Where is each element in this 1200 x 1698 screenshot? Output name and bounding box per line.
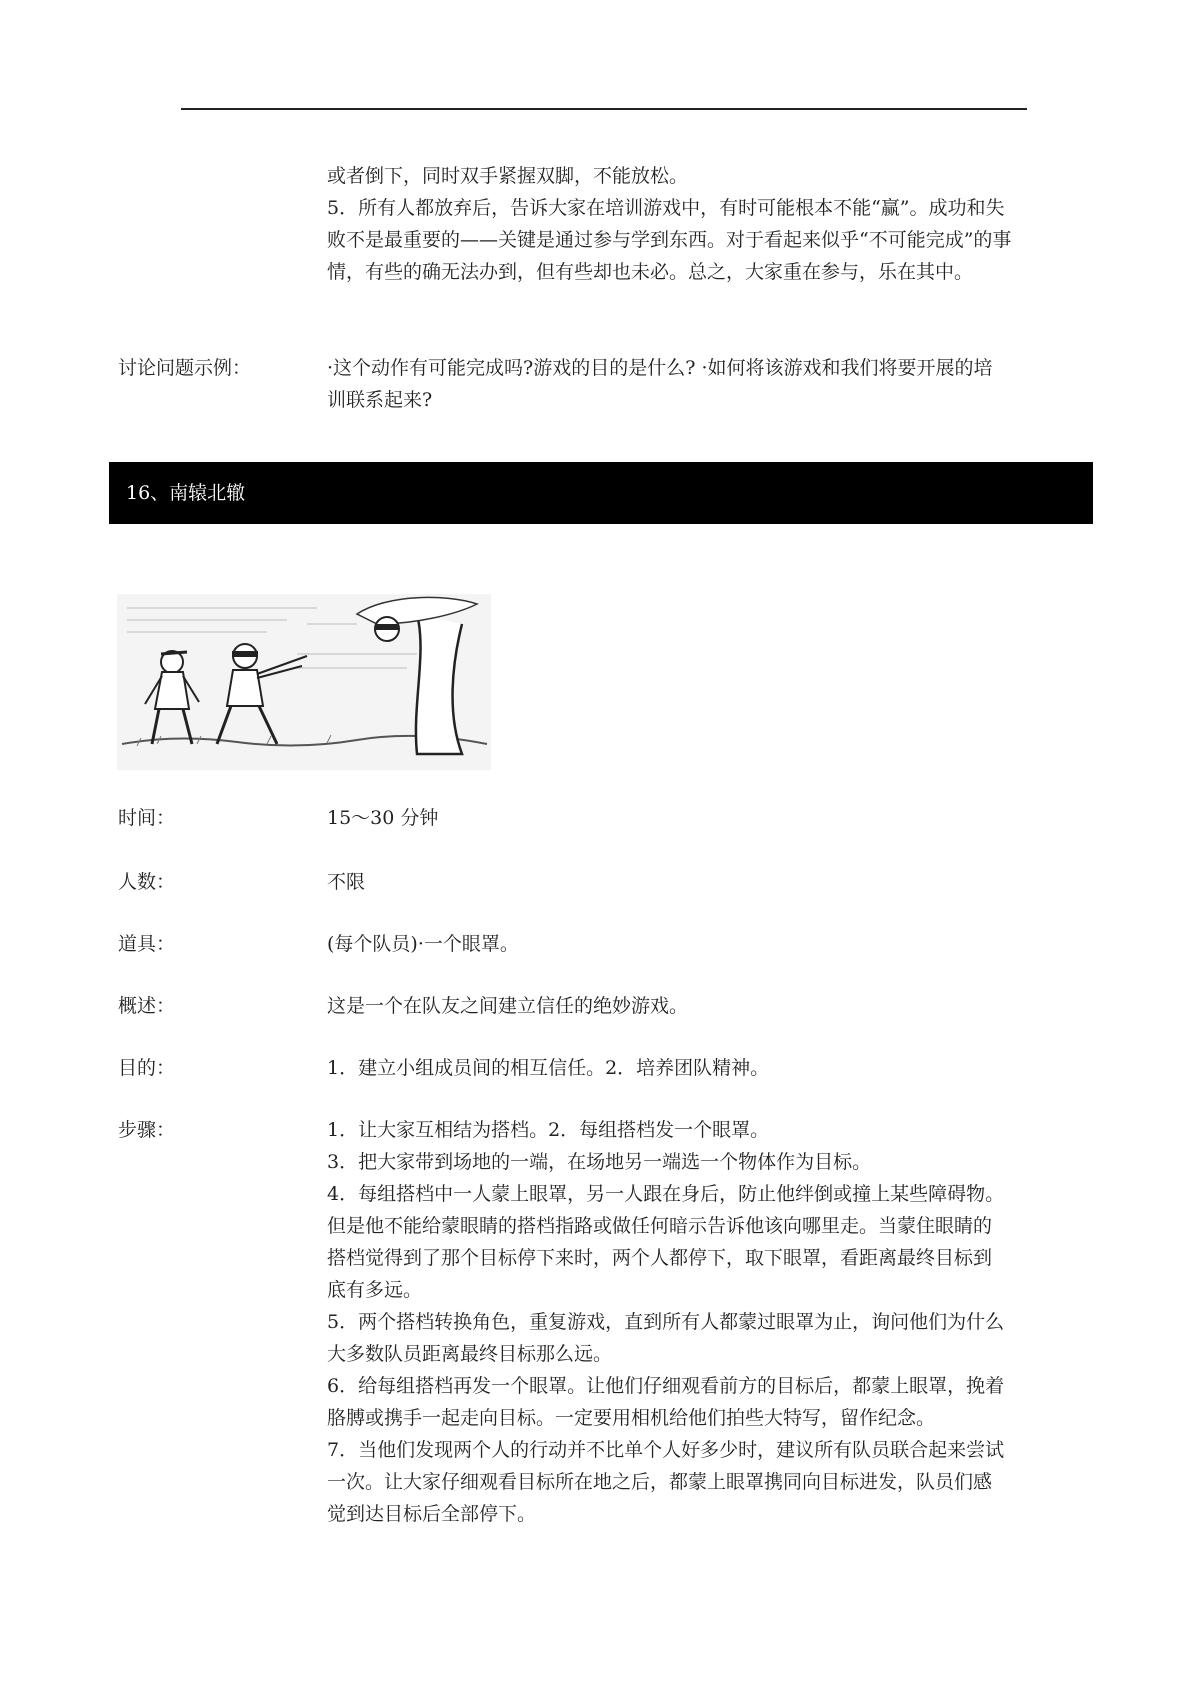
discussion-line: ·这个动作有可能完成吗?游戏的目的是什么? ·如何将该游戏和我们将要开展的培 [327,357,993,379]
overview-label: 概述： [118,995,176,1017]
steps-line: 6．给每组搭档再发一个眼罩。让他们仔细观看前方的目标后，都蒙上眼罩，挽着 [327,1375,1005,1397]
people-value: 不限 [327,871,366,893]
discussion-text [327,352,1087,416]
steps-line: 4．每组搭档中一人蒙上眼罩，另一人跟在身后，防止他绊倒或撞上某些障碍物。 [327,1183,1005,1205]
steps-line: 胳膊或携手一起走向目标。一定要用相机给他们拍些大特写，留作纪念。 [327,1407,936,1429]
time-label: 时间： [118,807,176,829]
props-value: (每个队员)·一个眼罩。 [327,933,519,955]
continued-line: 败不是最重要的——关键是通过参与学到东西。对于看起来似乎“不可能完成”的事 [327,229,1012,251]
steps-line: 1．让大家互相结为搭档。2．每组搭档发一个眼罩。 [327,1119,770,1141]
section-header-bar [109,462,1093,524]
discussion-label: 讨论问题示例： [118,357,252,379]
purpose-value: 1．建立小组成员间的相互信任。2．培养团队精神。 [327,1057,770,1079]
steps-list [327,1114,1087,1530]
steps-line: 搭档觉得到了那个目标停下来时，两个人都停下，取下眼罩，看距离最终目标到 [327,1247,993,1269]
steps-line: 5．两个搭档转换角色，重复游戏，直到所有人都蒙过眼罩为止，询问他们为什么 [327,1311,1005,1333]
continued-paragraph [327,160,1087,288]
continued-line: 情，有些的确无法办到，但有些却也未必。总之，大家重在参与，乐在其中。 [327,261,974,283]
continued-line: 5．所有人都放弃后，告诉大家在培训游戏中，有时可能根本不能“赢”。成功和失 [327,197,1005,219]
props-label: 道具： [118,933,176,955]
blindfold-game-illustration [117,594,491,770]
section-title: 16、南辕北辙 [126,482,246,504]
overview-value: 这是一个在队友之间建立信任的绝妙游戏。 [327,995,689,1017]
steps-line: 3．把大家带到场地的一端，在场地另一端选一个物体作为目标。 [327,1151,872,1173]
discussion-line: 训联系起来? [327,389,433,411]
steps-line: 大多数队员距离最终目标那么远。 [327,1343,613,1365]
steps-line: 但是他不能给蒙眼睛的搭档指路或做任何暗示告诉他该向哪里走。当蒙住眼睛的 [327,1215,993,1237]
steps-line: 7．当他们发现两个人的行动并不比单个人好多少时，建议所有队员联合起来尝试 [327,1439,1005,1461]
steps-line: 觉到达目标后全部停下。 [327,1503,537,1525]
people-label: 人数： [118,871,176,893]
steps-line: 一次。让大家仔细观看目标所在地之后，都蒙上眼罩携同向目标进发，队员们感 [327,1471,993,1493]
steps-line: 底有多远。 [327,1279,423,1301]
purpose-label: 目的： [118,1057,176,1079]
time-value: 15～30 分钟 [327,807,439,829]
continued-line: 或者倒下，同时双手紧握双脚，不能放松。 [327,165,689,187]
steps-label: 步骤： [118,1119,176,1141]
header-rule [181,108,1027,110]
